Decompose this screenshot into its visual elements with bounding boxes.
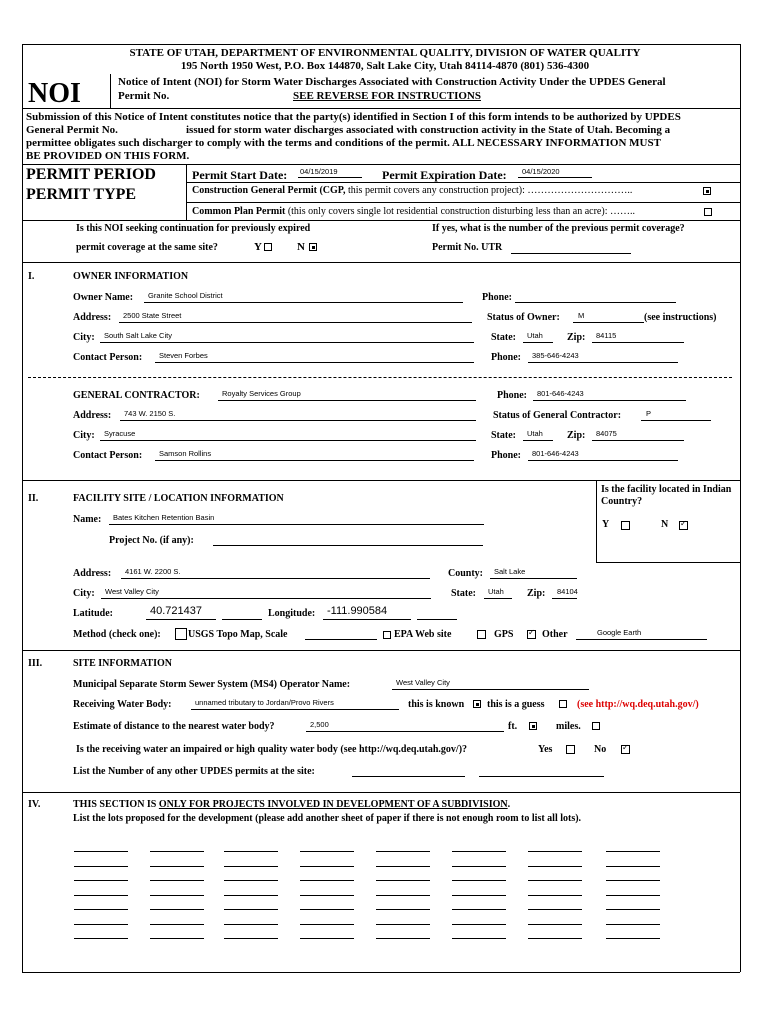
lot-entry-line[interactable] [452,909,506,910]
owner-zip-value[interactable]: 84115 [596,331,617,340]
lot-entry-line[interactable] [376,924,430,925]
lot-entry-line[interactable] [150,880,204,881]
continuation-question-1: Is this NOI seeking continuation for previously expired [76,223,311,234]
impaired-yes-checkbox[interactable] [566,745,575,754]
impaired-question: Is the receiving water an impaired or high quality water body (see http://wq.deq.utah.gov/)? [76,744,468,755]
start-date-value[interactable]: 04/15/2019 [300,167,338,176]
gps-label: GPS [494,629,514,640]
facility-name-value[interactable]: Bates Kitchen Retention Basin [113,513,215,522]
indian-country-divider [596,480,597,562]
lot-entry-line[interactable] [452,924,506,925]
divider [186,202,740,203]
facility-zip-label: Zip: [527,588,546,599]
lot-entry-line[interactable] [150,938,204,939]
owner-state-line [523,342,553,343]
form-right-border [740,44,741,972]
lot-entry-line[interactable] [74,924,128,925]
gc-label: GENERAL CONTRACTOR: [73,390,200,401]
lot-entry-line[interactable] [224,909,278,910]
indian-no-label: N [661,519,669,530]
receiving-water-value[interactable]: unnamed tributary to Jordan/Provo Rivers [195,698,334,707]
indian-country-question-2: Country? [601,496,643,507]
indian-yes-checkbox[interactable] [621,521,630,530]
gc-city-value[interactable]: Syracuse [104,429,136,438]
owner-name-value[interactable]: Granite School District [148,291,223,300]
other-value[interactable]: Google Earth [597,628,642,637]
longitude-line [323,619,411,620]
owner-phone-label: Phone: [482,292,512,303]
lot-entry-line[interactable] [376,866,430,867]
lot-entry-line[interactable] [606,866,660,867]
gc-contact-phone-label: Phone: [491,450,521,461]
lot-entry-line[interactable] [452,895,506,896]
other-line [576,639,707,640]
facility-state-label: State: [451,588,476,599]
owner-state-value[interactable]: Utah [527,331,543,340]
gc-status-line [641,420,711,421]
lot-entry-line[interactable] [74,909,128,910]
continuation-yes-label: Y [254,241,262,253]
lot-entry-line[interactable] [150,866,204,867]
lot-entry-line[interactable] [528,880,582,881]
other-updes-label: List the Number of any other UPDES permits at the site: [73,766,315,777]
facility-city-label: City: [73,588,95,599]
other-checkbox[interactable] [527,630,536,639]
latitude-label: Latitude: [73,608,113,619]
lot-entry-line[interactable] [150,895,204,896]
wq-deq-link[interactable]: (see http://wq.deq.utah.gov/) [577,699,699,710]
longitude-value[interactable]: -111.990584 [327,605,388,617]
owner-address-label: Address: [73,312,112,323]
impaired-yes-label: Yes [538,744,553,755]
owner-city-value[interactable]: South Salt Lake City [104,331,172,340]
facility-address-line [121,578,430,579]
lot-entry-line[interactable] [224,924,278,925]
usgs-label: USGS Topo Map, Scale [188,629,288,640]
ms4-label: Municipal Separate Storm Sewer System (MS4) Operator Name: [73,679,351,690]
distance-value[interactable]: 2,500 [310,720,329,729]
section-3-title: SITE INFORMATION [73,658,172,669]
facility-county-value[interactable]: Salt Lake [494,567,526,576]
owner-contact-phone-value[interactable]: 385-646-4243 [532,351,579,360]
project-no-label: Project No. (if any): [109,535,194,546]
other-updes-line-2[interactable] [479,776,604,777]
divider [596,562,740,563]
lot-entry-line[interactable] [606,924,660,925]
gc-contact-phone-line [528,460,678,461]
see-reverse-link[interactable]: SEE REVERSE FOR INSTRUCTIONS [293,90,481,102]
gc-line [218,400,476,401]
lot-entry-line[interactable] [224,880,278,881]
lot-entry-line[interactable] [224,851,278,852]
gc-contact-phone-value[interactable]: 801-646-4243 [532,449,579,458]
start-date-line [298,177,362,178]
epa-checkbox[interactable] [383,631,391,639]
facility-city-value[interactable]: West Valley City [105,587,159,596]
lot-entry-line[interactable] [224,866,278,867]
project-no-line [213,545,483,546]
section-4-number: IV. [28,799,41,810]
section-3-number: III. [28,658,43,669]
continuation-no-label: N [297,241,305,253]
lot-entry-line[interactable] [300,924,354,925]
cgp-option: Construction General Permit (CGP, this permit covers any construction project): ………………………….. [192,185,633,196]
owner-contact-phone-line [528,362,678,363]
owner-phone-line [515,302,676,303]
permit-divider [186,164,187,220]
lot-entry-line[interactable] [528,851,582,852]
miles-label: miles. [556,721,581,732]
continuation-yes-checkbox[interactable] [264,243,272,251]
lot-entry-line[interactable] [300,880,354,881]
section-1-number: I. [28,271,35,282]
facility-address-label: Address: [73,568,112,579]
gc-city-label: City: [73,430,95,441]
lot-entry-line[interactable] [74,880,128,881]
lot-entry-line[interactable] [376,851,430,852]
epa-label: EPA Web site [394,629,452,640]
common-plan-option: Common Plan Permit (this only covers single lot residential construction disturbing less than an acre): …….. [192,206,635,217]
owner-address-line [119,322,472,323]
distance-line [306,731,504,732]
lot-entry-line[interactable] [528,895,582,896]
intro-line-2b: issued for storm water discharges associated with construction activity in the State of Utah. Becoming a [186,124,671,136]
receiving-water-line [191,709,399,710]
intro-line-1: Submission of this Notice of Intent constitutes notice that the party(s) identified in Section I of this form intends to be authorized by UPDES [26,111,681,123]
gc-zip-label: Zip: [567,430,586,441]
lot-entry-line[interactable] [606,851,660,852]
noi-divider [110,74,111,108]
lot-entry-line[interactable] [376,909,430,910]
lot-entry-line[interactable] [528,938,582,939]
owner-status-label: Status of Owner: [487,312,560,323]
lot-entry-line[interactable] [606,880,660,881]
lot-entry-line[interactable] [606,938,660,939]
ms4-value[interactable]: West Valley City [396,678,450,687]
facility-county-line [490,578,577,579]
method-label: Method (check one): [73,629,161,640]
gc-status-label: Status of General Contractor: [493,410,622,421]
gc-zip-value[interactable]: 84075 [596,429,617,438]
latitude-line-2 [222,619,262,620]
continuation-question-2: permit coverage at the same site? [76,242,218,253]
expiration-date-line [518,177,592,178]
owner-name-line [144,302,463,303]
ft-label: ft. [508,721,518,732]
dashed-separator [28,377,732,378]
gc-zip-line [592,440,684,441]
facility-city-line [101,598,431,599]
gc-contact-label: Contact Person: [73,450,143,461]
guess-label: this is a guess [487,699,545,710]
guess-checkbox[interactable] [559,700,567,708]
indian-no-checkbox[interactable] [679,521,688,530]
owner-contact-value[interactable]: Steven Forbes [159,351,208,360]
lot-entry-line[interactable] [452,880,506,881]
ft-checkbox[interactable] [529,722,537,730]
miles-checkbox[interactable] [592,722,600,730]
lot-entry-line[interactable] [74,938,128,939]
facility-name-line [109,524,484,525]
lot-entry-line[interactable] [376,880,430,881]
divider [22,164,740,165]
owner-contact-label: Contact Person: [73,352,143,363]
intro-line-4: BE PROVIDED ON THIS FORM. [26,150,190,162]
indian-yes-label: Y [602,519,610,530]
continuation-no-checkbox[interactable] [309,243,317,251]
previous-permit-question: If yes, what is the number of the previous permit coverage? [432,223,685,234]
other-label: Other [542,629,568,640]
owner-contact-phone-label: Phone: [491,352,521,363]
previous-permit-no-line[interactable] [511,253,631,254]
lot-entry-line[interactable] [150,924,204,925]
permit-no-label: Permit No. [118,90,170,102]
facility-zip-line [552,598,577,599]
lot-entry-line[interactable] [528,866,582,867]
facility-name-label: Name: [73,514,102,525]
gps-checkbox[interactable] [477,630,486,639]
divider [22,650,740,651]
lot-entry-line[interactable] [376,938,430,939]
lot-entry-line[interactable] [224,938,278,939]
lot-entry-line[interactable] [606,909,660,910]
lot-entry-line[interactable] [528,924,582,925]
facility-address-value[interactable]: 4161 W. 2200 S. [125,567,181,576]
receiving-water-label: Receiving Water Body: [73,699,172,710]
common-plan-checkbox[interactable] [704,208,712,216]
owner-city-line [100,342,474,343]
intro-line-2a: General Permit No. [26,124,118,136]
other-updes-line-1[interactable] [352,776,465,777]
section-2-number: II. [28,493,39,504]
permit-type-label: PERMIT TYPE [26,186,137,203]
form-bottom-border [22,972,740,973]
usgs-scale-line[interactable] [305,639,377,640]
latitude-value[interactable]: 40.721437 [150,605,202,617]
cgp-checkbox[interactable] [703,187,711,195]
expiration-date-label: Permit Expiration Date: [382,168,507,182]
gc-state-value[interactable]: Utah [527,429,543,438]
lot-entry-line[interactable] [376,895,430,896]
expiration-date-value[interactable]: 04/15/2020 [522,167,560,176]
divider [22,480,740,481]
distance-label: Estimate of distance to the nearest water body? [73,721,275,732]
facility-state-line [484,598,512,599]
lot-entry-line[interactable] [300,909,354,910]
usgs-checkbox[interactable] [175,628,187,640]
form-top-border [22,44,740,45]
gc-phone-value[interactable]: 801-646-4243 [537,389,584,398]
owner-zip-label: Zip: [567,332,586,343]
latitude-line [146,619,216,620]
notice-title: Notice of Intent (NOI) for Storm Water Discharges Associated with Construction Activity Under the UPDES General [118,76,666,88]
known-label: this is known [408,699,465,710]
gc-address-label: Address: [73,410,112,421]
gc-phone-line [533,400,686,401]
facility-state-value[interactable]: Utah [488,587,504,596]
intro-line-3: permittee obligates such discharger to comply with the terms and conditions of the permit. ALL NECESSARY INFORMATION MUST [26,137,661,149]
lot-entry-line[interactable] [300,938,354,939]
lot-entry-line[interactable] [74,895,128,896]
owner-city-label: City: [73,332,95,343]
gc-address-value[interactable]: 743 W. 2150 S. [124,409,176,418]
owner-status-value[interactable]: M [578,311,585,320]
known-checkbox[interactable] [473,700,481,708]
longitude-label: Longitude: [268,608,316,619]
noi-title: NOI [28,78,81,109]
gc-value[interactable]: Royalty Services Group [222,389,301,398]
divider [22,262,740,263]
gc-contact-line [155,460,474,461]
owner-state-label: State: [491,332,516,343]
gc-contact-value[interactable]: Samson Rollins [159,449,212,458]
header-address: 195 North 1950 West, P.O. Box 144870, Salt Lake City, Utah 84114-4870 (801) 536-4300 [180,60,590,72]
lot-entry-line[interactable] [224,895,278,896]
start-date-label: Permit Start Date: [192,168,288,182]
lot-entry-line[interactable] [300,851,354,852]
gc-address-line [120,420,476,421]
lot-entry-line[interactable] [150,909,204,910]
divider [22,108,740,109]
lot-entry-line[interactable] [74,866,128,867]
facility-zip-value[interactable]: 84104 [557,587,578,596]
owner-address-value[interactable]: 2500 State Street [123,311,182,320]
section-2-title: FACILITY SITE / LOCATION INFORMATION [73,493,284,504]
divider [186,182,740,183]
section-1-title: OWNER INFORMATION [73,271,189,282]
gc-state-line [523,440,553,441]
owner-zip-line [592,342,684,343]
gc-phone-label: Phone: [497,390,527,401]
owner-name-label: Owner Name: [73,292,134,303]
lot-entry-line[interactable] [452,851,506,852]
form-left-border [22,44,23,972]
owner-status-line [573,322,644,323]
divider [22,792,740,793]
lot-entry-line[interactable] [150,851,204,852]
lot-entry-line[interactable] [528,909,582,910]
longitude-line-2 [417,619,457,620]
gc-city-line [100,440,476,441]
section-4-instructions: List the lots proposed for the development (please add another sheet of paper if there is not enough room to list all lots). [73,813,582,824]
facility-county-label: County: [448,568,484,579]
lot-entry-line[interactable] [606,895,660,896]
lot-entry-line[interactable] [74,851,128,852]
gc-state-label: State: [491,430,516,441]
divider [22,220,740,221]
gc-status-value[interactable]: P [646,409,652,418]
lot-entry-line[interactable] [452,938,506,939]
lot-entry-line[interactable] [300,895,354,896]
header-agency: STATE OF UTAH, DEPARTMENT OF ENVIRONMENTAL QUALITY, DIVISION OF WATER QUALITY [129,47,641,59]
lot-entry-line[interactable] [452,866,506,867]
owner-contact-line [155,362,474,363]
permit-period-label: PERMIT PERIOD [26,166,156,183]
impaired-no-label: No [594,744,607,755]
see-instructions-note: (see instructions) [644,312,717,323]
ms4-line [392,689,589,690]
indian-country-question-1: Is the facility located in Indian [601,484,732,495]
previous-permit-no-label: Permit No. UTR [432,242,503,253]
lot-entry-line[interactable] [300,866,354,867]
impaired-no-checkbox[interactable] [621,745,630,754]
section-4-title: THIS SECTION IS ONLY FOR PROJECTS INVOLVED IN DEVELOPMENT OF A SUBDIVISION. [73,799,511,810]
